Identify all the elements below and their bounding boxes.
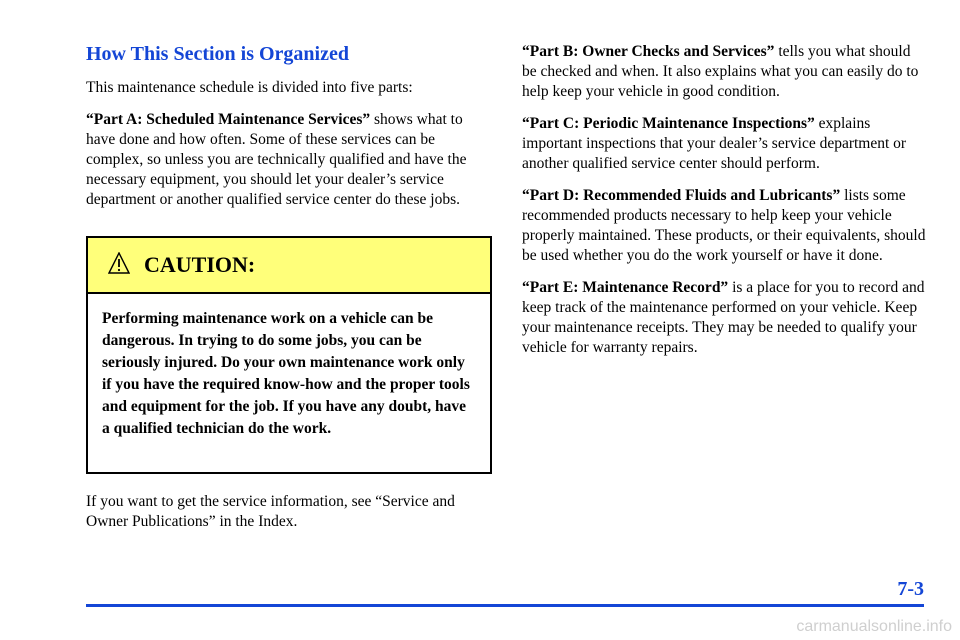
page-number: 7-3 bbox=[897, 578, 924, 600]
part-b-text: tells you what should be checked and when. It also explains what you can easily do to help keep your vehicle in good condition. bbox=[522, 43, 919, 100]
part-d-title: “Part D: Recommended Fluids and Lubricants” bbox=[522, 187, 841, 204]
part-a-text: shows what to have done and how often. Some of these services can be complex, so unless you are technically qualified and have the necessary equipment, you should let your dealer’s service department or another qualified service center do these jobs. bbox=[86, 111, 467, 208]
part-d-text: lists some recommended products necessary to help keep your vehicle properly maintained. These products, or their equivalents, should be used whether you do the work yourself or have it done. bbox=[522, 187, 926, 264]
caution-header bbox=[88, 238, 490, 294]
part-c-title: “Part C: Periodic Maintenance Inspections” bbox=[522, 115, 815, 132]
service-info-paragraph: If you want to get the service information, see “Service and Owner Publications” in the Index. bbox=[86, 493, 455, 530]
part-b-title: “Part B: Owner Checks and Services” bbox=[522, 43, 775, 60]
part-a-title: “Part A: Scheduled Maintenance Services” bbox=[86, 111, 371, 128]
part-d-paragraph bbox=[522, 186, 926, 266]
part-e-paragraph bbox=[522, 278, 926, 358]
part-c-text: explains important inspections that your dealer’s service department or another qualified service center should perform. bbox=[522, 115, 907, 172]
caution-box bbox=[86, 236, 492, 474]
caution-body: Performing maintenance work on a vehicle can be dangerous. In trying to do some jobs, you can be seriously injured. Do your own maintenance work only if you have the required know-how and the proper tools and equipment for the job. If you have any doubt, have a qualified technician do the work. bbox=[102, 310, 470, 437]
part-a-paragraph bbox=[86, 110, 492, 210]
after-caution-block bbox=[86, 492, 492, 544]
right-column bbox=[522, 42, 926, 370]
left-column bbox=[86, 40, 492, 222]
intro-paragraph: This maintenance schedule is divided into five parts: bbox=[86, 79, 413, 96]
warning-triangle-icon bbox=[108, 252, 130, 274]
watermark: carmanualsonline.info bbox=[796, 618, 952, 635]
footer-rule bbox=[86, 604, 924, 607]
part-c-paragraph bbox=[522, 114, 926, 174]
section-heading: How This Section is Organized bbox=[86, 43, 349, 65]
part-e-text: is a place for you to record and keep track of the maintenance performed on your vehicle. Keep your maintenance receipts. They may be needed to qualify your vehicle for warranty repairs. bbox=[522, 279, 925, 356]
part-b-paragraph bbox=[522, 42, 926, 102]
caution-title: CAUTION: bbox=[144, 252, 256, 277]
part-e-title: “Part E: Maintenance Record” bbox=[522, 279, 729, 296]
